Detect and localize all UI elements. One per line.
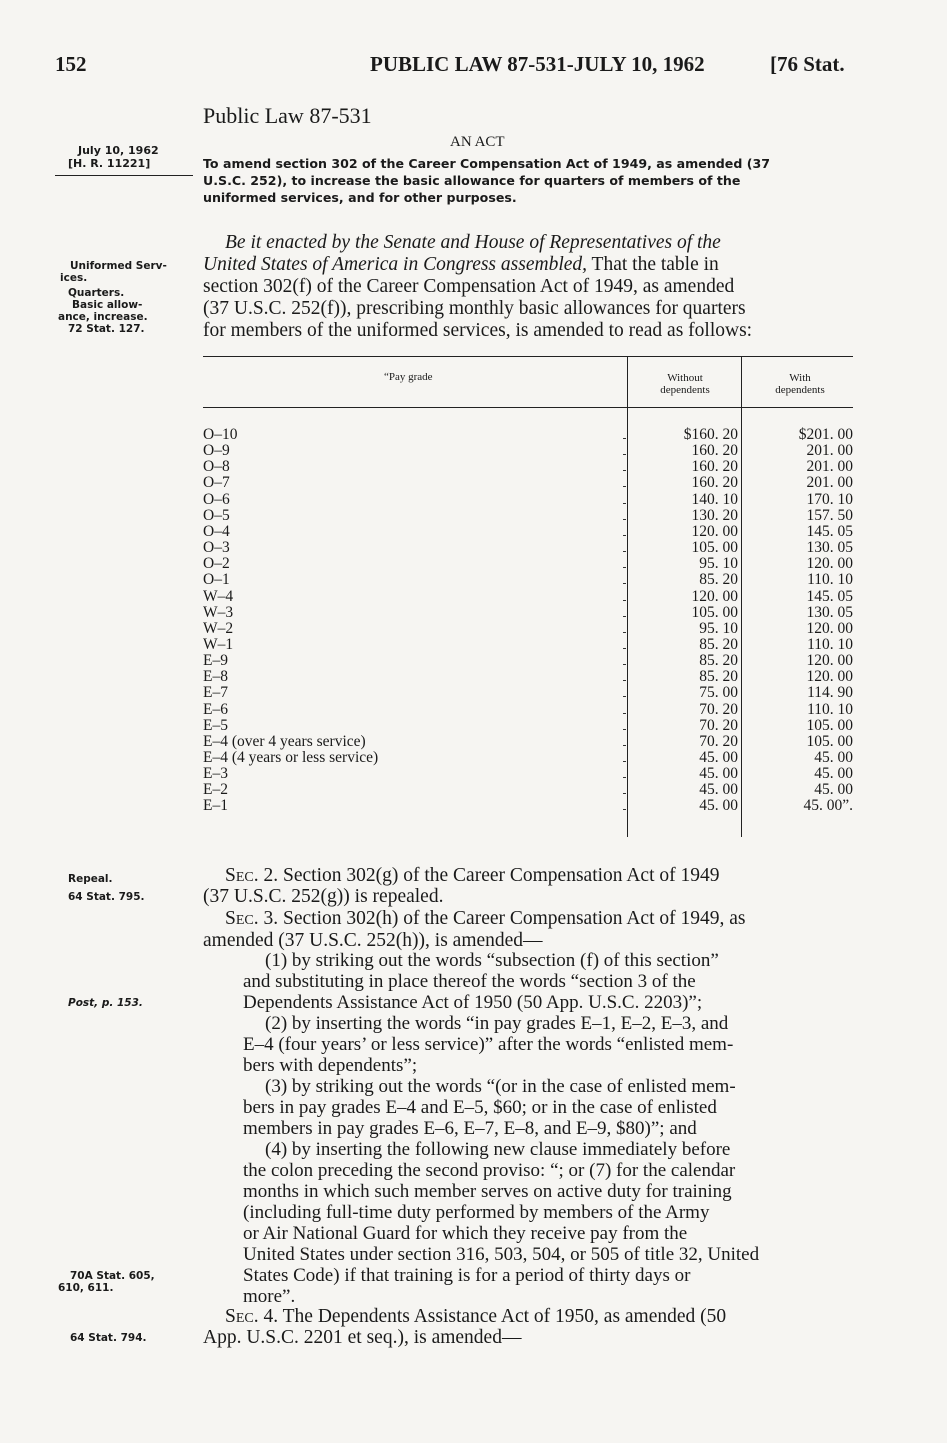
with-dependents-cell: 130. 05 [806,603,853,621]
pay-grade-cell: O–9 [203,443,230,460]
dot-leader [623,793,626,794]
sec4-line-2: App. U.S.C. 2201 et seq.), is amended— [203,1327,522,1348]
without-dependents-cell: 70. 20 [699,700,738,718]
law-title: Public Law 87-531 [203,103,372,128]
margin-note-basic: Basic allow- [72,299,143,311]
pay-grade-cell: O–2 [203,556,230,573]
dot-leader [623,519,626,520]
without-dependents-cell: 45. 00 [699,749,738,766]
dot-leader [623,486,626,487]
table-row [203,524,853,540]
item-line: (4) by inserting the following new clause immediately before [265,1139,731,1160]
dot-leader [623,551,626,552]
margin-note-repeal: Repeal. [68,873,113,885]
without-dependents-cell: 85. 20 [699,571,738,589]
item-line: and substituting in place thereof the words “section 3 of the [243,971,696,992]
dot-leader [623,583,626,584]
pay-grade-cell: E–9 [203,653,228,670]
dot-leader [623,664,626,665]
with-dependents-cell: 45. 00 [814,781,853,799]
with-dependents-cell: 45. 00 [814,749,853,766]
dot-leader [623,696,626,697]
without-dependents-cell: $160. 20 [683,426,738,443]
margin-note-stat795: 64 Stat. 795. [68,891,145,903]
with-dependents-cell: 157. 50 [806,506,853,524]
with-dependents-cell: 170. 10 [806,490,853,508]
col-with-line: dependents [775,384,825,396]
table-header-rule [203,407,853,408]
dot-leader [623,600,626,601]
with-dependents-cell: 145. 05 [806,522,853,540]
with-dependents-cell: 120. 00 [806,668,853,686]
without-dependents-cell: 85. 20 [699,652,738,670]
table-row [203,459,853,475]
sec3-item-2-cont [243,1034,733,1076]
without-dependents-cell: 85. 20 [699,635,738,653]
with-dependents-cell: 45. 00 [814,765,853,783]
table-row [203,766,853,782]
dot-leader [623,632,626,633]
enacting-rest: That the table in [587,254,719,275]
sec2-line-1 [225,865,719,886]
dot-leader [623,809,626,810]
with-dependents-cell: 201. 00 [806,442,853,460]
volume-reference: [76 Stat. [770,52,845,76]
sec2-line-2: (37 U.S.C. 252(g)) is repealed. [203,886,444,907]
sec3-label: Sec. 3. [225,908,279,929]
with-dependents-cell: 130. 05 [806,539,853,557]
item-line: (2) by inserting the words “in pay grades E–1, E–2, E–3, and [265,1013,729,1034]
dot-leader [623,745,626,746]
table-row [203,572,853,588]
dot-leader [623,470,626,471]
table-row [203,702,853,718]
dot-leader [623,567,626,568]
page-number: 152 [55,52,87,76]
with-dependents-cell: 105. 00 [806,716,853,734]
table-row [203,589,853,605]
pay-grade-cell: O–5 [203,507,230,524]
bill-number: [H. R. 11221] [68,157,151,170]
without-dependents-cell: 45. 00 [699,797,738,815]
item-line: Dependents Assistance Act of 1950 (50 App. U.S.C. 2203)”; [243,992,703,1013]
without-dependents-cell: 105. 00 [691,603,738,621]
item-line: (3) by striking out the words “(or in the case of enlisted mem- [265,1076,736,1097]
without-dependents-cell: 160. 20 [691,458,738,476]
act-purpose-line: U.S.C. 252), to increase the basic allowance for quarters of members of the [203,173,741,188]
enacting-line-3: section 302(f) of the Career Compensation Act of 1949, as amended [203,276,735,297]
table-row [203,475,853,491]
running-title: PUBLIC LAW 87-531-JULY 10, 1962 [370,52,705,76]
pay-grade-cell: E–5 [203,717,228,734]
item-line: bers in pay grades E–4 and E–5, $60; or in the case of enlisted [243,1097,717,1118]
table-row [203,540,853,556]
item-line: months in which such member serves on active duty for training [243,1181,732,1202]
pay-grade-cell: W–1 [203,636,234,653]
enacting-italic: United States of America in Congress assembled, [203,254,588,275]
margin-note-stat127: 72 Stat. 127. [68,323,145,335]
pay-grade-cell: E–8 [203,669,228,686]
table-row [203,556,853,572]
with-dependents-cell: 45. 00”. [803,797,853,815]
item-line: members in pay grades E–6, E–7, E–8, and E–9, $80)”; and [243,1118,697,1139]
item-line: (1) by striking out the words “subsection (f) of this section” [265,950,719,971]
pay-grade-cell: O–10 [203,427,238,443]
without-dependents-cell: 45. 00 [699,765,738,783]
enactment-date: July 10, 1962 [78,144,159,157]
with-dependents-cell: 114. 90 [807,684,853,702]
dot-leader [623,777,626,778]
item-line: bers with dependents”; [243,1055,418,1076]
with-dependents-cell: 120. 00 [806,652,853,670]
col-without-line: Without [667,372,703,384]
pay-grade-cell: O–6 [203,491,230,508]
sec3-item-4-cont [243,1160,759,1307]
table-row [203,750,853,766]
enacting-line-2 [203,254,719,275]
col-with-line: With [789,372,811,384]
sec3-text: Section 302(h) of the Career Compensation Act of 1949, as [278,908,746,929]
with-dependents-cell: 201. 00 [806,458,853,476]
with-dependents-cell: 105. 00 [806,732,853,750]
margin-note-stat605-2: 610, 611. [58,1282,114,1294]
enacting-line-1: Be it enacted by the Senate and House of Representatives of the [225,232,721,253]
without-dependents-cell: 95. 10 [699,555,738,573]
table-row [203,718,853,734]
dot-leader [623,648,626,649]
margin-note-stat605: 70A Stat. 605, [70,1270,155,1282]
without-dependents-cell: 120. 00 [691,587,738,605]
dot-leader [623,680,626,681]
table-row [203,605,853,621]
margin-note-uniformed-2: ices. [60,272,88,284]
table-row [203,734,853,750]
margin-note-basic-2: ance, increase. [58,311,148,323]
with-dependents-cell: 120. 00 [806,555,853,573]
dot-leader [623,535,626,536]
with-dependents-cell: 110. 10 [807,571,853,589]
table-row [203,492,853,508]
dot-leader [623,616,626,617]
table-row [203,508,853,524]
without-dependents-cell: 160. 20 [691,442,738,460]
without-dependents-cell: 140. 10 [691,490,738,508]
sec2-text: Section 302(g) of the Career Compensation Act of 1949 [278,865,720,886]
margin-note-post153: Post, p. 153. [68,997,143,1009]
margin-note-uniformed: Uniformed Serv- [70,260,167,272]
pay-grade-cell: W–3 [203,604,234,621]
col-without-dependents [630,372,740,396]
sec3-item-1 [265,950,719,971]
pay-grade-cell: E–3 [203,766,228,783]
dot-leader [623,454,626,455]
col-pay-grade: “Pay grade [384,371,433,383]
table-top-rule [203,356,853,357]
item-line: more”. [243,1286,296,1307]
pay-grade-cell: O–1 [203,572,230,589]
sec2-label: Sec. 2. [225,865,279,886]
pay-grade-cell: W–4 [203,588,234,605]
sec3-item-2 [265,1013,728,1034]
sec3-item-4 [265,1139,730,1160]
pay-grade-cell: O–8 [203,459,230,476]
sec4-line-1 [225,1306,726,1327]
pay-grade-cell: E–1 [203,798,228,815]
table-row [203,782,853,798]
pay-grade-cell: W–2 [203,620,234,637]
col-with-dependents [745,372,855,396]
dot-leader [623,438,626,439]
table-row [203,685,853,701]
with-dependents-cell: 120. 00 [806,619,853,637]
item-line: United States under section 316, 503, 504, or 505 of title 32, United [243,1244,760,1265]
pay-grade-cell: E–7 [203,685,228,702]
sec3-line-2: amended (37 U.S.C. 252(h)), is amended— [203,930,543,951]
without-dependents-cell: 70. 20 [699,732,738,750]
with-dependents-cell: $201. 00 [798,426,853,443]
sec3-item-3 [265,1076,736,1097]
with-dependents-cell: 201. 00 [806,474,853,492]
enacting-line-5: for members of the uniformed services, is amended to read as follows: [203,320,753,341]
item-line: E–4 (four years’ or less service)” after the words “enlisted mem- [243,1034,734,1055]
table-row [203,653,853,669]
table-row [203,621,853,637]
act-heading: AN ACT [450,134,505,150]
pay-grade-cell: E–4 (4 years or less service) [203,750,379,766]
dot-leader [623,729,626,730]
margin-note-stat794: 64 Stat. 794. [70,1332,147,1344]
margin-rule [55,175,193,176]
without-dependents-cell: 85. 20 [699,668,738,686]
pay-grade-cell: O–3 [203,540,230,557]
dot-leader [623,761,626,762]
table-row [203,798,853,814]
margin-note-quarters: Quarters. [68,287,125,299]
dot-leader [623,713,626,714]
sec3-item-1-cont [243,971,702,1013]
act-purpose [203,155,863,206]
without-dependents-cell: 75. 00 [699,684,738,702]
with-dependents-cell: 145. 05 [806,587,853,605]
pay-grade-cell: O–7 [203,475,230,492]
without-dependents-cell: 95. 10 [699,619,738,637]
table-row [203,669,853,685]
table-row [203,443,853,459]
without-dependents-cell: 105. 00 [691,539,738,557]
table-row [203,427,853,443]
pay-grade-cell: O–4 [203,523,230,540]
col-without-line: dependents [660,384,710,396]
item-line: States Code) if that training is for a period of thirty days or [243,1265,691,1286]
pay-grade-cell: E–2 [203,782,228,799]
with-dependents-cell: 110. 10 [807,700,853,718]
sec3-item-3-cont [243,1097,717,1139]
item-line: or Air National Guard for which they receive pay from the [243,1223,688,1244]
with-dependents-cell: 110. 10 [807,635,853,653]
pay-grade-cell: E–4 (over 4 years service) [203,733,366,750]
without-dependents-cell: 130. 20 [691,506,738,524]
act-purpose-line: uniformed services, and for other purposes. [203,190,517,205]
without-dependents-cell: 70. 20 [699,716,738,734]
pay-grade-cell: E–6 [203,701,228,718]
item-line: (including full-time duty performed by members of the Army [243,1202,710,1223]
dot-leader [623,503,626,504]
sec4-text: The Dependents Assistance Act of 1950, as amended (50 [278,1306,727,1327]
enacting-line-4: (37 U.S.C. 252(f)), prescribing monthly basic allowances for quarters [203,298,746,319]
without-dependents-cell: 160. 20 [691,474,738,492]
sec4-label: Sec. 4. [225,1306,279,1327]
act-purpose-line: To amend section 302 of the Career Compensation Act of 1949, as amended (37 [203,156,771,171]
table-row [203,637,853,653]
sec3-line-1 [225,908,745,929]
without-dependents-cell: 45. 00 [699,781,738,799]
without-dependents-cell: 120. 00 [691,522,738,540]
item-line: the colon preceding the second proviso: “; or (7) for the calendar [243,1160,736,1181]
